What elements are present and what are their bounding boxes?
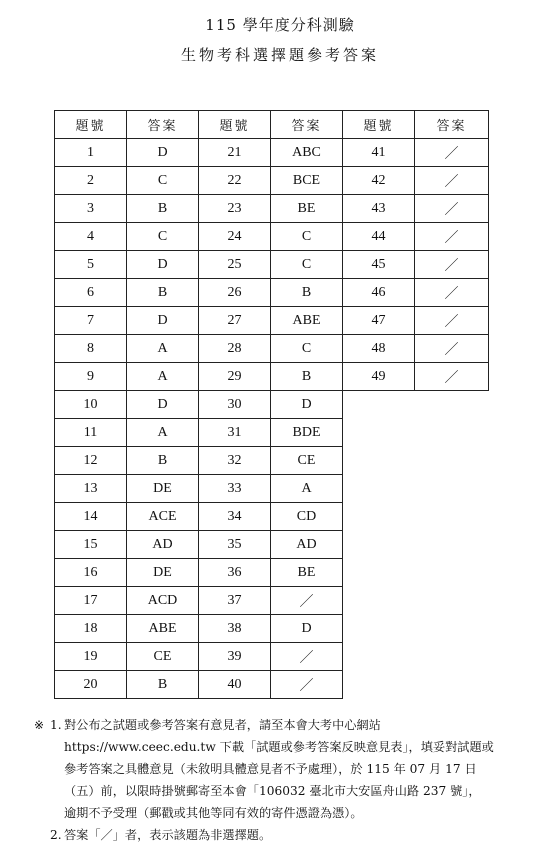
answer-cell: B	[127, 195, 199, 223]
answer-cell: BDE	[271, 419, 343, 447]
empty-cell	[415, 503, 489, 531]
table-row	[55, 587, 489, 615]
question-number-cell: 44	[343, 223, 415, 251]
table-row	[55, 475, 489, 503]
empty-cell	[343, 531, 415, 559]
answer-cell: D	[127, 307, 199, 335]
empty-cell	[415, 559, 489, 587]
question-number-cell: 5	[55, 251, 127, 279]
empty-cell	[415, 391, 489, 419]
question-number-cell: 43	[343, 195, 415, 223]
empty-cell	[343, 587, 415, 615]
answer-cell: D	[271, 391, 343, 419]
table-row	[55, 251, 489, 279]
table-row	[55, 419, 489, 447]
note-2-text: 答案「／」者，表示該題為非選擇題。	[64, 828, 272, 842]
note-1-line-3: 參考答案之具體意見（未敘明具體意見者不予處理），於 115 年 07 月 17 日	[64, 762, 477, 776]
table-row	[55, 167, 489, 195]
answer-cell: D	[127, 251, 199, 279]
answer-cell: AD	[271, 531, 343, 559]
table-row	[55, 335, 489, 363]
empty-cell	[415, 475, 489, 503]
question-number-cell: 15	[55, 531, 127, 559]
question-number-cell: 4	[55, 223, 127, 251]
question-number-cell: 28	[199, 335, 271, 363]
note-1-line-4: （五）前，以限時掛號郵寄至本會「106032 臺北市大安區舟山路 237 號」，	[64, 784, 481, 798]
answer-cell: DE	[127, 475, 199, 503]
table-row	[55, 307, 489, 335]
answer-cell: BCE	[271, 167, 343, 195]
answer-cell: ／	[271, 587, 343, 615]
empty-cell	[343, 671, 415, 699]
question-number-cell: 26	[199, 279, 271, 307]
answer-cell: ／	[415, 223, 489, 251]
question-number-cell: 9	[55, 363, 127, 391]
answer-cell: CD	[271, 503, 343, 531]
table-row	[55, 139, 489, 167]
question-number-cell: 33	[199, 475, 271, 503]
answer-cell: DE	[127, 559, 199, 587]
question-number-cell: 16	[55, 559, 127, 587]
question-number-cell: 20	[55, 671, 127, 699]
table-row	[55, 391, 489, 419]
question-number-cell: 27	[199, 307, 271, 335]
table-row	[55, 643, 489, 671]
answer-cell: B	[127, 447, 199, 475]
page-title: 115 學年度分科測驗	[205, 16, 355, 34]
question-number-cell: 30	[199, 391, 271, 419]
empty-cell	[415, 671, 489, 699]
question-number-cell: 42	[343, 167, 415, 195]
empty-cell	[415, 587, 489, 615]
answer-cell: C	[271, 223, 343, 251]
answer-cell: A	[127, 363, 199, 391]
empty-cell	[343, 559, 415, 587]
answer-cell: BE	[271, 559, 343, 587]
table-row	[55, 531, 489, 559]
answer-cell: ／	[415, 335, 489, 363]
empty-cell	[415, 531, 489, 559]
answer-cell: D	[271, 615, 343, 643]
answer-cell: ABE	[271, 307, 343, 335]
table-row	[55, 503, 489, 531]
question-number-cell: 3	[55, 195, 127, 223]
answer-cell: ABE	[127, 615, 199, 643]
empty-cell	[415, 447, 489, 475]
note-1-line-1: 對公布之試題或參考答案有意見者，請至本會大考中心網站	[64, 718, 381, 732]
empty-cell	[415, 643, 489, 671]
answer-cell: B	[271, 279, 343, 307]
question-number-cell: 35	[199, 531, 271, 559]
question-number-cell: 45	[343, 251, 415, 279]
answer-cell: ACE	[127, 503, 199, 531]
answer-cell: CE	[127, 643, 199, 671]
header-answer-2: 答案	[271, 111, 343, 139]
page-subtitle: 生物考科選擇題參考答案	[180, 46, 379, 64]
answer-cell: C	[271, 335, 343, 363]
answer-cell: BE	[271, 195, 343, 223]
answer-cell: D	[127, 139, 199, 167]
question-number-cell: 19	[55, 643, 127, 671]
question-number-cell: 17	[55, 587, 127, 615]
answer-cell: ACD	[127, 587, 199, 615]
empty-cell	[415, 615, 489, 643]
question-number-cell: 39	[199, 643, 271, 671]
question-number-cell: 40	[199, 671, 271, 699]
question-number-cell: 25	[199, 251, 271, 279]
answer-cell: C	[271, 251, 343, 279]
header-answer-3: 答案	[415, 111, 489, 139]
answer-cell: A	[127, 335, 199, 363]
question-number-cell: 11	[55, 419, 127, 447]
answer-cell: CE	[271, 447, 343, 475]
answer-cell: ／	[271, 643, 343, 671]
question-number-cell: 2	[55, 167, 127, 195]
note-1-number: 1.	[50, 718, 62, 732]
question-number-cell: 1	[55, 139, 127, 167]
answer-cell: ／	[415, 307, 489, 335]
answer-cell: ABC	[271, 139, 343, 167]
answer-cell: C	[127, 223, 199, 251]
empty-cell	[343, 475, 415, 503]
question-number-cell: 10	[55, 391, 127, 419]
notes	[34, 714, 534, 846]
question-number-cell: 13	[55, 475, 127, 503]
question-number-cell: 49	[343, 363, 415, 391]
table-row	[55, 363, 489, 391]
note-2	[34, 824, 534, 846]
header-answer-1: 答案	[127, 111, 199, 139]
empty-cell	[343, 391, 415, 419]
question-number-cell: 22	[199, 167, 271, 195]
note-1-line-2: https://www.ceec.edu.tw 下載「試題或參考答案反映意見表」，填妥對試題或	[64, 740, 494, 754]
header-question-3: 題號	[343, 111, 415, 139]
table-row	[55, 559, 489, 587]
empty-cell	[343, 643, 415, 671]
empty-cell	[415, 419, 489, 447]
header-question-1: 題號	[55, 111, 127, 139]
question-number-cell: 6	[55, 279, 127, 307]
answer-cell: B	[271, 363, 343, 391]
table-row	[55, 279, 489, 307]
note-1-line-5: 逾期不予受理（郵戳或其他等同有效的寄件憑證為憑）。	[64, 806, 363, 820]
table-header-row	[55, 111, 489, 139]
answer-cell: B	[127, 671, 199, 699]
question-number-cell: 18	[55, 615, 127, 643]
answer-cell: ／	[271, 671, 343, 699]
table-row	[55, 671, 489, 699]
answer-cell: D	[127, 391, 199, 419]
question-number-cell: 8	[55, 335, 127, 363]
answer-table-body	[55, 139, 489, 699]
header-question-2: 題號	[199, 111, 271, 139]
question-number-cell: 14	[55, 503, 127, 531]
question-number-cell: 24	[199, 223, 271, 251]
empty-cell	[343, 615, 415, 643]
answer-cell: ／	[415, 167, 489, 195]
table-row	[55, 223, 489, 251]
answer-table	[54, 110, 489, 699]
question-number-cell: 23	[199, 195, 271, 223]
question-number-cell: 41	[343, 139, 415, 167]
answer-cell: ／	[415, 139, 489, 167]
question-number-cell: 31	[199, 419, 271, 447]
answer-cell: ／	[415, 363, 489, 391]
answer-cell: ／	[415, 251, 489, 279]
question-number-cell: 21	[199, 139, 271, 167]
question-number-cell: 7	[55, 307, 127, 335]
question-number-cell: 12	[55, 447, 127, 475]
table-row	[55, 615, 489, 643]
question-number-cell: 32	[199, 447, 271, 475]
note-mark: ※	[34, 718, 45, 732]
question-number-cell: 47	[343, 307, 415, 335]
empty-cell	[343, 447, 415, 475]
answer-cell: AD	[127, 531, 199, 559]
question-number-cell: 29	[199, 363, 271, 391]
note-1	[34, 714, 534, 736]
question-number-cell: 38	[199, 615, 271, 643]
answer-cell: C	[127, 167, 199, 195]
answer-cell: A	[127, 419, 199, 447]
answer-cell: B	[127, 279, 199, 307]
answer-cell: ／	[415, 279, 489, 307]
answer-cell: ／	[415, 195, 489, 223]
table-row	[55, 195, 489, 223]
question-number-cell: 34	[199, 503, 271, 531]
empty-cell	[343, 419, 415, 447]
question-number-cell: 46	[343, 279, 415, 307]
table-row	[55, 447, 489, 475]
answer-cell: A	[271, 475, 343, 503]
question-number-cell: 36	[199, 559, 271, 587]
empty-cell	[343, 503, 415, 531]
question-number-cell: 48	[343, 335, 415, 363]
note-2-number: 2.	[50, 828, 62, 842]
question-number-cell: 37	[199, 587, 271, 615]
